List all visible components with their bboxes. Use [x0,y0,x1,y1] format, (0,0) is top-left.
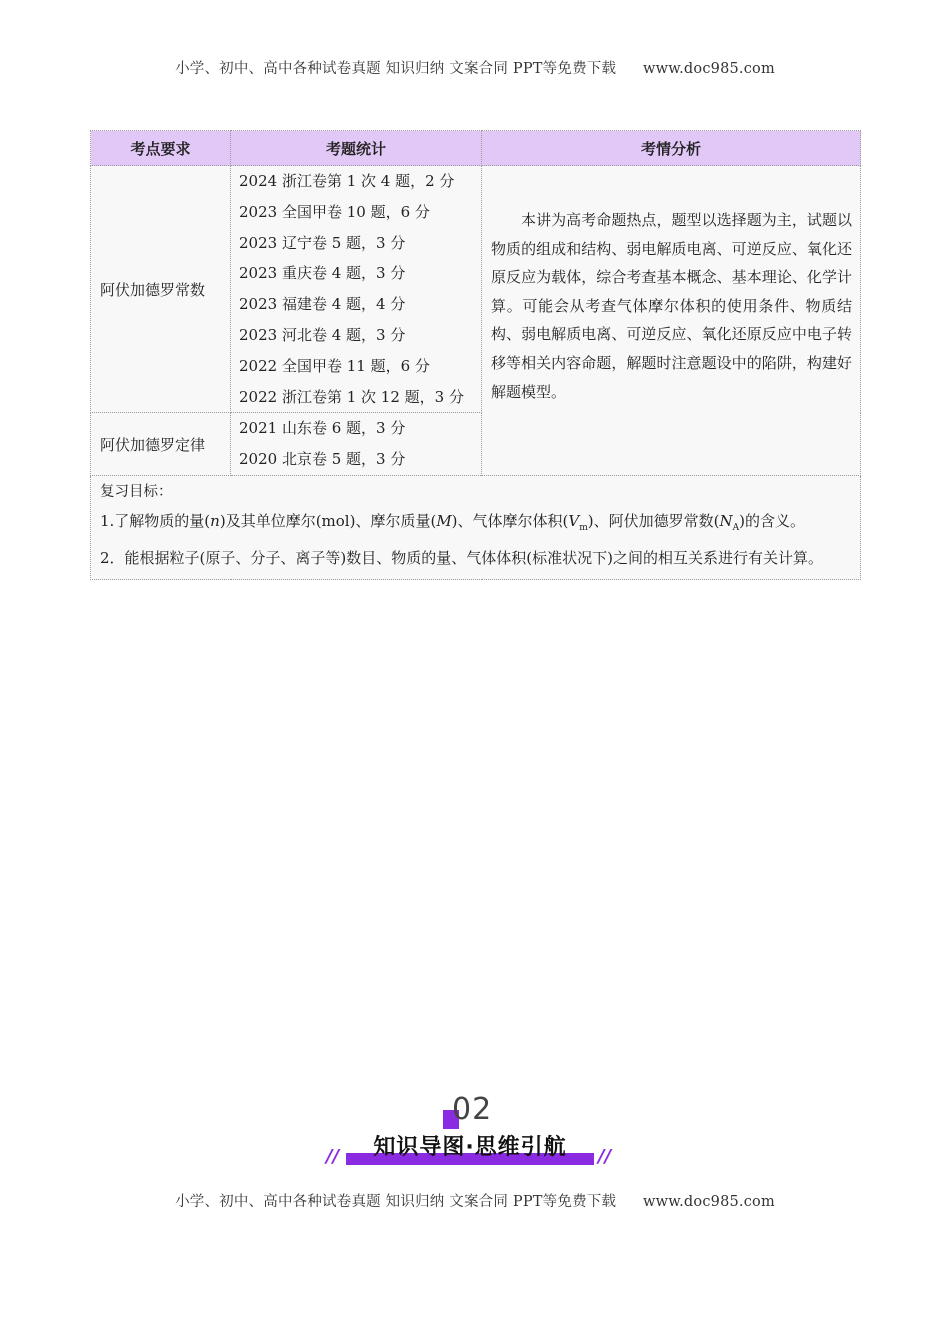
slash-decoration-left: // [326,1146,340,1167]
review-goal-2: 2．能根据粒子(原子、分子、离子等)数目、物质的量、气体体积(标准状况下)之间的相互关系进行有关计算。 [100,548,823,567]
stat-line: 2023 河北卷 4 题，3 分 [239,325,406,344]
stat-line: 2023 全国甲卷 10 题，6 分 [239,202,430,221]
review-goals-title: 复习目标： [100,483,173,500]
table-row [91,166,861,413]
review-goal-1: 1.了解物质的量(n)及其单位摩尔(mol)、摩尔质量(M)、气体摩尔体积$(V_m)$、阿伏加德罗常数$(N_A)$的含义。 [100,512,805,534]
table-row [91,475,861,580]
header-topic-requirement: 考点要求 [91,131,231,166]
section-title: 知识导图·思维引航 [373,1135,567,1160]
header-exam-analysis: 考情分析 [482,131,861,166]
section-number: 02 [452,1092,493,1127]
topic-avogadro-law: 阿伏加德罗定律 [91,413,231,476]
stat-line: 2023 福建卷 4 题，4 分 [239,295,406,314]
review-goals-cell [91,475,861,580]
topic-avogadro-constant: 阿伏加德罗常数 [91,166,231,413]
slash-decoration-right: // [598,1146,612,1167]
stats-cell-2 [231,413,482,476]
stat-line: 2022 全国甲卷 11 题，6 分 [239,356,430,375]
analysis-text: 本讲为高考命题热点，题型以选择题为主，试题以物质的组成和结构、弱电解质电离、可逆反应、氧化还原反应为载体，综合考查基本概念、基本理论、化学计算。可能会从考查气体摩尔体积的使用条件、物质结构、弱电解质电离、可逆反应、氧化还原反应中电子转移等相关内容命题，解题时注意题设中的陷阱，构建好解题模型。 [491,211,852,401]
stat-line: 2022 浙江卷第 1 次 12 题，3 分 [239,387,464,406]
footer-url[interactable]: www.doc985.com [642,1194,775,1210]
exam-analysis-table [90,130,861,580]
page-footer [0,1190,950,1211]
stats-cell-1 [231,166,482,413]
header-exam-statistics: 考题统计 [231,131,482,166]
section-heading [0,1090,950,1180]
stat-line: 2020 北京卷 5 题，3 分 [239,450,406,469]
stat-line: 2024 浙江卷第 1 次 4 题，2 分 [239,172,455,190]
stat-line: 2023 辽宁卷 5 题，3 分 [239,233,406,252]
header-text: 小学、初中、高中各种试卷真题 知识归纳 文案合同 PPT等免费下载 [175,61,617,77]
stat-line: 2021 山东卷 6 题，3 分 [239,419,406,438]
stat-line: 2023 重庆卷 4 题，3 分 [239,264,406,283]
page-header [0,57,950,78]
header-url[interactable]: www.doc985.com [642,61,775,77]
footer-text: 小学、初中、高中各种试卷真题 知识归纳 文案合同 PPT等免费下载 [175,1194,617,1210]
table-header-row [91,131,861,166]
analysis-cell [482,166,861,476]
